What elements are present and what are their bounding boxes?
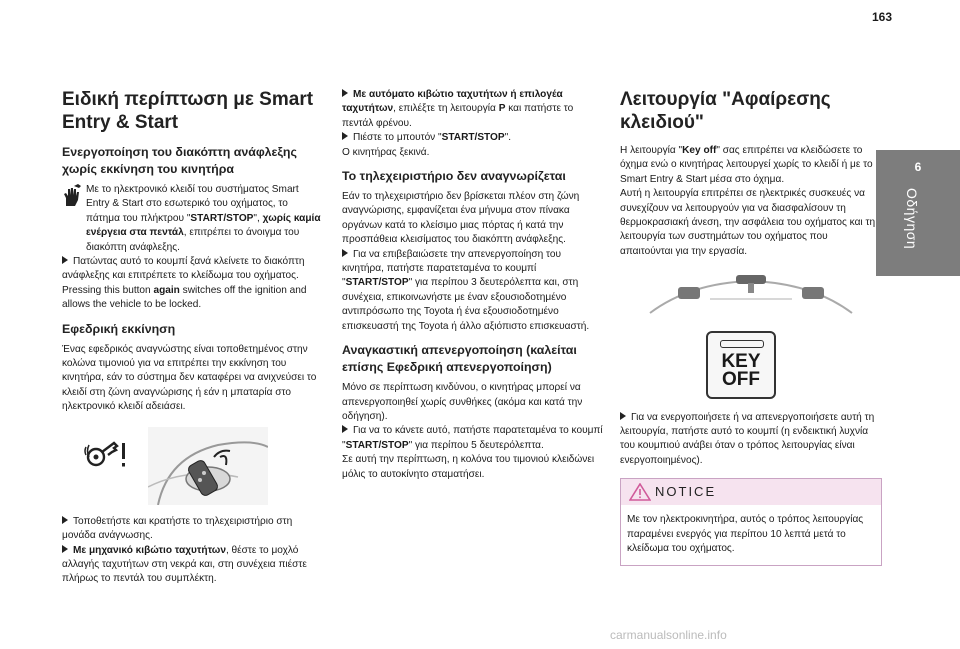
key-off-button-label: KEY OFF: [721, 350, 761, 390]
heading-backup-start: Εφεδρική εκκίνηση: [62, 321, 176, 336]
bullet-item: Πατώντας αυτό το κουμπί ξανά κλείνετε το διακόπτη ανάφλεξης και επιτρέπετε το κλείδωμα του οχήματος.: [62, 256, 305, 282]
column-lock-text: Σε αυτή την περίπτωση, η κολόνα του τιμονιού κλειδώνει μόλις το αυτοκίνητο σταματήσει.: [342, 454, 595, 480]
key-warning-icon: [82, 439, 128, 471]
key-off-title: [620, 88, 882, 134]
section-title-line1: Ειδική περίπτωση με Smart: [62, 89, 314, 110]
watermark: carmanualsonline.info: [610, 628, 727, 642]
bullet-item: Για να το κάνετε αυτό, πατήστε παρατεταμένα το κουμπί "START/STOP" για περίπου 5 δευτερόλεπτα.: [342, 425, 603, 451]
key-off-title-line2: κλειδιού": [620, 112, 704, 133]
key-reader-figure: [62, 427, 324, 505]
bullet-arrow-icon: [62, 545, 68, 553]
column-middle: [342, 88, 604, 482]
bullet-arrow-icon: [62, 256, 68, 264]
engine-starts-text: Ο κινητήρας ξεκινά.: [342, 146, 430, 158]
bullet-item: Για να ενεργοποιήσετε ή να απενεργοποιήσετε αυτή τη λειτουργία, πατήστε αυτό το κουμπί (η ενδεικτική λυχνία του κουμπιού ανάβει όταν ο τρόπος λειτουργίας είναι ενεργοποιημένος).: [620, 411, 875, 466]
chapter-tab[interactable]: [876, 150, 960, 276]
bullet-arrow-icon: [342, 425, 348, 433]
key-off-button-icon[interactable]: [706, 331, 776, 399]
bullet-arrow-icon: [62, 516, 68, 524]
bullet-item: Με μηχανικό κιβώτιο ταχυτήτων, θέστε το μοχλό αλλαγής ταχυτήτων στη νεκρά και, στη συνέχεια πιέστε πλήρως το πεντάλ του συμπλέκτη.: [62, 544, 307, 585]
chapter-label: Οδήγηση: [904, 188, 920, 250]
bullet-arrow-icon: [342, 89, 348, 97]
start-stop-label: START/STOP: [190, 212, 254, 224]
notice-box: [620, 478, 882, 565]
bullet-item: Τοποθετήστε και κρατήστε το τηλεχειριστήριο στη μονάδα ανάγνωσης.: [62, 515, 293, 542]
heading-line: επίσης Εφεδρική απενεργοποίηση): [342, 360, 552, 375]
smart-entry-paragraph: Με το ηλεκτρονικό κλειδί του συστήματος Smart Entry & Start στο εσωτερικό του οχήματος, το πάτημα του πλήκτρου "START/STOP", χωρίς καμία ενέργεια στα πεντάλ, επιτρέπει το άνοιγμα του διακόπτη ανάφλεξης.: [62, 183, 324, 255]
forced-off-text: Μόνο σε περίπτωση κινδύνου, ο κινητήρας μπορεί να απενεργοποιηθεί χωρίς συνθήκες (ακόμα και κατά την οδήγηση).: [342, 382, 583, 422]
notice-title: NOTICE: [655, 484, 717, 500]
heading-switch-on: [62, 144, 324, 178]
section-title-line2: Entry & Start: [62, 112, 179, 133]
bullet-arrow-icon: [342, 249, 348, 257]
bullet-item: Με αυτόματο κιβώτιο ταχυτήτων ή επιλογέα ταχυτήτων, επιλέξτε τη λειτουργία P και πατήστε το πεντάλ φρένου.: [342, 89, 574, 129]
hand-key-icon: [62, 184, 82, 208]
warning-triangle-icon: [629, 483, 651, 501]
indicator-light: [720, 340, 764, 348]
key-off-description: Αυτή η λειτουργία επιτρέπει σε ηλεκτρικές συσκευές να συνεχίζουν να λειτουργούν για να διασφαλίσουν τη θερμοκρασιακή άνεση, την ασφάλεια του οχήματος και τη λειτουργία των συστημάτων του οχήματος που απαιτούνται για την εργασία.: [620, 188, 876, 257]
key-reader-photo: [148, 427, 268, 505]
heading-not-detected: Το τηλεχειριστήριο δεν αναγνωρίζεται: [342, 169, 566, 184]
key-off-intro: Η λειτουργία "Key off" σας επιτρέπει να κλειδώσετε το όχημα ενώ ο κινητήρας λειτουργεί χωρίς το κλειδί ή με το Smart Entry & Start μέσα στο όχημα.: [620, 145, 873, 185]
bullet-item: Πιέστε το μπουτόν "START/STOP".: [342, 131, 604, 145]
notice-header: [621, 479, 881, 505]
bullet-arrow-icon: [620, 412, 626, 420]
backup-start-text: Ένας εφεδρικός αναγνώστης είναι τοποθετημένος στην κολώνα τιμονιού για να επιτρέπει την εκκίνηση του κινητήρα, εάν το σύστημα δεν καταφέρει να ανιχνεύσει το κλειδί στη ζώνη αναγνώρισης ή εάν η μπαταρία στο ηλεκτρονικό κλειδί αδειάσει.: [62, 343, 317, 413]
key-off-title-line1: Λειτουργία "Αφαίρεσης: [620, 89, 831, 110]
page-number: 163: [872, 10, 893, 24]
not-detected-text: Εάν το τηλεχειριστήριο δεν βρίσκεται πλέον στη ζώνη αναγνώρισης, εμφανίζεται ένα μήνυμα στον πίνακα οργάνων κατά το κλείσιμο μιας πόρτας ή κατά την προσπάθεια κλεισίματος του διακόπτη ανάφλεξης.: [342, 191, 580, 246]
section-title: [62, 88, 324, 134]
heading-forced-off: [342, 342, 604, 376]
english-note: Pressing this button again switches off the ignition and allows the vehicle to be locked.: [62, 284, 307, 311]
heading-line: χωρίς εκκίνηση του κινητήρα: [62, 162, 235, 176]
car-mirror-icon: [620, 269, 882, 315]
column-right: [620, 88, 882, 566]
key-off-button-figure: [620, 331, 882, 401]
heading-line: Αναγκαστική απενεργοποίηση (καλείται: [342, 343, 577, 358]
column-left: [62, 88, 324, 587]
notice-text: Με τον ηλεκτροκινητήρα, αυτός ο τρόπος λειτουργίας παραμένει ενεργός για περίπου 10 λεπτά μετά το κλείδωμα του οχήματος.: [627, 514, 864, 555]
chapter-number: 6: [914, 160, 922, 174]
bullet-arrow-icon: [342, 132, 348, 140]
heading-line: Ενεργοποίηση του διακόπτη ανάφλεξης: [62, 145, 297, 159]
bullet-item: Για να επιβεβαιώσετε την απενεργοποίηση του κινητήρα, πατήστε παρατεταμένα το κουμπί "START/STOP" για περίπου 3 δευτερόλεπτα και, στη συνέχεια, επικοινωνήστε με έναν εξουσιοδοτημένο αντιπρόσωπο της Toyota ή ένα εξουσιοδοτημένο επισκευαστή της Toyota ή άλλο αξιόπιστο επισκευαστή.: [342, 248, 590, 332]
